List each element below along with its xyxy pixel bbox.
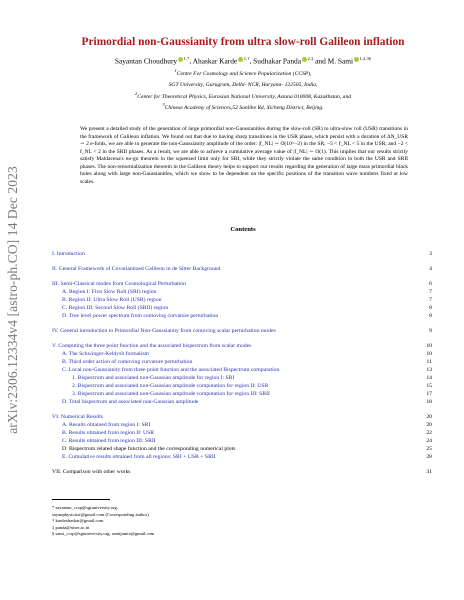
arxiv-stamp [2,150,24,450]
toc-entry[interactable] [52,414,434,422]
toc-entry[interactable] [52,251,434,259]
orcid-icon[interactable] [302,57,307,62]
toc-page-number: 3 [429,251,432,257]
toc-entry-label[interactable]: VI. Numerical Results [52,414,104,420]
toc-page-number: 14 [426,375,432,381]
toc-page-number: 10 [426,343,432,349]
toc-entry-label[interactable]: C. Local non-Gaussianity from three point function and the associated Bispectrum computation [62,367,280,373]
toc-page-number: 6 [429,281,432,287]
toc-entry[interactable] [52,454,434,462]
toc-entry-label[interactable]: B. Third order action of comoving curvature perturbation [62,359,193,365]
toc-page-number: 28 [426,454,432,460]
toc-entry-label[interactable]: A. Region I: First Slow Roll (SRI) region [62,289,157,295]
toc-entry-label[interactable]: IV. General introduction to Primordial Non-Gaussianity from comoving scalar perturbation modes [52,328,276,334]
author-affiliation-mark: 1,2,3§ [359,56,372,61]
orcid-icon[interactable] [354,57,359,62]
affiliation-line [52,90,434,101]
toc-page-number: 7 [429,297,432,303]
toc-entry-label[interactable]: C. Results obtained from region III: SRII [62,438,156,444]
toc-page-number: 11 [426,359,432,365]
toc-page-number: 22 [426,430,432,436]
author-affiliation-mark: 1,* [183,56,190,61]
affiliation-mark: 1 [174,68,177,73]
toc-page-number: 8 [429,313,432,319]
toc-entry[interactable] [52,399,434,407]
author-affiliation-mark: 1,† [243,56,250,61]
toc-entry[interactable] [52,289,434,297]
contents-heading: Contents [230,226,256,233]
author-list [52,56,434,65]
toc-entry-label[interactable]: II. General Framework of Covariantized Galileon in de Sitter Background [52,266,221,272]
toc-entry[interactable] [52,351,434,359]
toc-entry[interactable] [52,367,434,375]
toc-page-number: 15 [426,383,432,389]
affiliation-line [52,101,434,112]
toc-page-number: 25 [426,446,432,452]
author-name: Sudhakar Panda [253,56,301,66]
toc-entry[interactable] [52,281,434,289]
affiliation-line [52,67,434,78]
toc-entry-label[interactable]: A. The Schwinger-Keldysh formalism [62,351,149,357]
toc-page-number: 7 [429,289,432,295]
toc-entry-label[interactable]: 3. Bispectrum and associated non-Gaussian amplitude computation for region III: SRII [72,391,270,397]
toc-entry-label[interactable]: V. Computing the three point function and the associated bispectrum from scalar modes [52,343,252,349]
affiliation-mark: 3 [162,101,165,107]
toc-page-number: 9 [429,328,432,334]
toc-entry[interactable] [52,469,434,477]
toc-page-number: 17 [426,391,432,397]
toc-entry[interactable] [52,438,434,446]
footnote: * sayantan_ccsp@sgtuniversity.org, [52,505,118,510]
toc-entry-label[interactable]: B. Region II: Ultra Slow Roll (USR) region [62,297,162,303]
toc-entry[interactable] [52,391,434,399]
author-separator: and [313,56,326,66]
orcid-icon[interactable] [178,57,183,62]
affiliation-text: Center for Theoretical Physics, Eurasian National University, Astana 010008, Kazakhstan, and [137,93,352,100]
author-separator: , [189,56,192,66]
author-affiliation-mark: 2,‡ [307,56,314,61]
toc-page-number: 10 [426,351,432,357]
toc-page-number: 4 [429,266,432,272]
affiliation-text: Centre For Cosmology and Science Popularization (CCSP), [176,70,312,77]
footnote: sayanphysicsisi@gmail.com (Corresponding author) [52,511,149,517]
toc-entry-label[interactable]: I. Introduction [52,251,85,257]
arxiv-id: arXiv:2306.12334v4 [astro-ph.CO] 14 Dec 2023 [5,166,21,434]
toc-entry-label[interactable]: D. Tree level power spectrum from comoving curvature perturbation [62,313,219,319]
toc-entry[interactable] [52,305,434,313]
author-name: Ahaskar Karde [192,56,238,66]
affiliation-text: Chinese Academy of Sciences,52 Sanlihe Rd, Xicheng District, Beijing. [164,104,324,111]
footnote: † kardeahaskar@gmail.com [52,518,104,524]
paper-title: Primordial non-Gaussianity from ultra slow-roll Galileon inflation [81,36,405,48]
affiliation-mark: 2 [134,90,138,96]
footnote: ‡ panda@niser.ac.in [52,524,90,530]
toc-page-number: 31 [426,469,432,475]
toc-entry[interactable] [52,297,434,305]
toc-page-number: 8 [429,305,432,311]
abstract: We present a detailed study of the generation of large primordial non-Gaussianities during the slow-roll (SR) to ultra-slow roll (USR) transitions in the framework of Galileon inflation. We found out that due to having sharp transitions in the USR phase, which persist with a duration of ΔN_USR ∼ 2 e-folds, we are able to generate the non-Gaussianity amplitude of the order: |f_NL| ∼ O(10^−2) in the SR, −5 < f_NL < 5 in the USR, and −2 < f_NL < 2 in the SRII phases. As a result, we are able to achieve a cumulative average value of |f_NL| ∼ O(1). This implies that our results strictly satisfy Maldacena's no-go theorem in the squeezed limit only for SRI, while they strictly violate the same condition in both the USR and SRII phases. The non-renormalization theorem in the Galileon theory helps to support our results regarding the generation of large mass primordial black holes along with large non-Gaussianities, which we show to be dependent on the specific positions of the transition wave numbers fixed at low scales. [80,126,408,185]
author-name: Sayantan Choudhury [114,56,178,66]
toc-page-number: 20 [426,422,432,428]
toc-entry-label[interactable]: B. Results obtained from region II: USR [62,430,155,436]
toc-entry-label[interactable]: E. Cumulative results obtained from all regions: SRI + USR + SRII [62,454,216,460]
toc-entry-label[interactable]: C. Region III: Second Slow Roll (SRII) region [62,305,169,311]
toc-entry-label[interactable]: D. Bispectrum related shape function and the corresponding numerical plots [62,446,236,452]
toc-entry[interactable] [52,328,434,336]
toc-entry-label[interactable]: III. Semi-Classical modes from Cosmological Perturbation [52,281,186,287]
orcid-icon[interactable] [238,57,243,62]
author-separator: , [249,56,252,66]
toc-entry-label[interactable]: 2. Bispectrum and associated non-Gaussian amplitude computation for region II: USR [72,383,269,389]
toc-page-number: 18 [426,399,432,405]
affiliation-text: SGT University, Gurugram, Delhi- NCR, Haryana- 122505, India, [168,82,318,89]
toc-entry[interactable] [52,359,434,367]
toc-page-number: 20 [426,414,432,420]
footnote: § sami_ccsp@sgtuniversity.org, samijamia@gmail.com [52,531,155,537]
toc-entry[interactable] [52,383,434,391]
affiliation-line [52,78,434,89]
footnote-rule [52,499,110,500]
toc-entry[interactable] [52,446,434,454]
toc-entry[interactable] [52,430,434,438]
toc-entry-label[interactable]: VII. Comparison with other works [52,469,131,475]
author-name: M. Sami [327,56,354,66]
toc-entry[interactable] [52,343,434,351]
affiliation-list [52,67,434,112]
toc-entry[interactable] [52,266,434,274]
toc-entry-label[interactable]: 1. Bispectrum and associated non-Gaussian amplitude for region I: SRI [72,375,235,381]
toc-entry-label[interactable]: A. Results obtained from region I: SRI [62,422,151,428]
footnotes [52,505,352,538]
toc-entry[interactable] [52,313,434,321]
toc-page-number: 13 [426,367,432,373]
toc-page-number: 24 [426,438,432,444]
toc-entry[interactable] [52,422,434,430]
toc-entry[interactable] [52,375,434,383]
toc-entry-label[interactable]: D. Total bispectrum and associated non-Gaussian amplitude [62,399,199,405]
